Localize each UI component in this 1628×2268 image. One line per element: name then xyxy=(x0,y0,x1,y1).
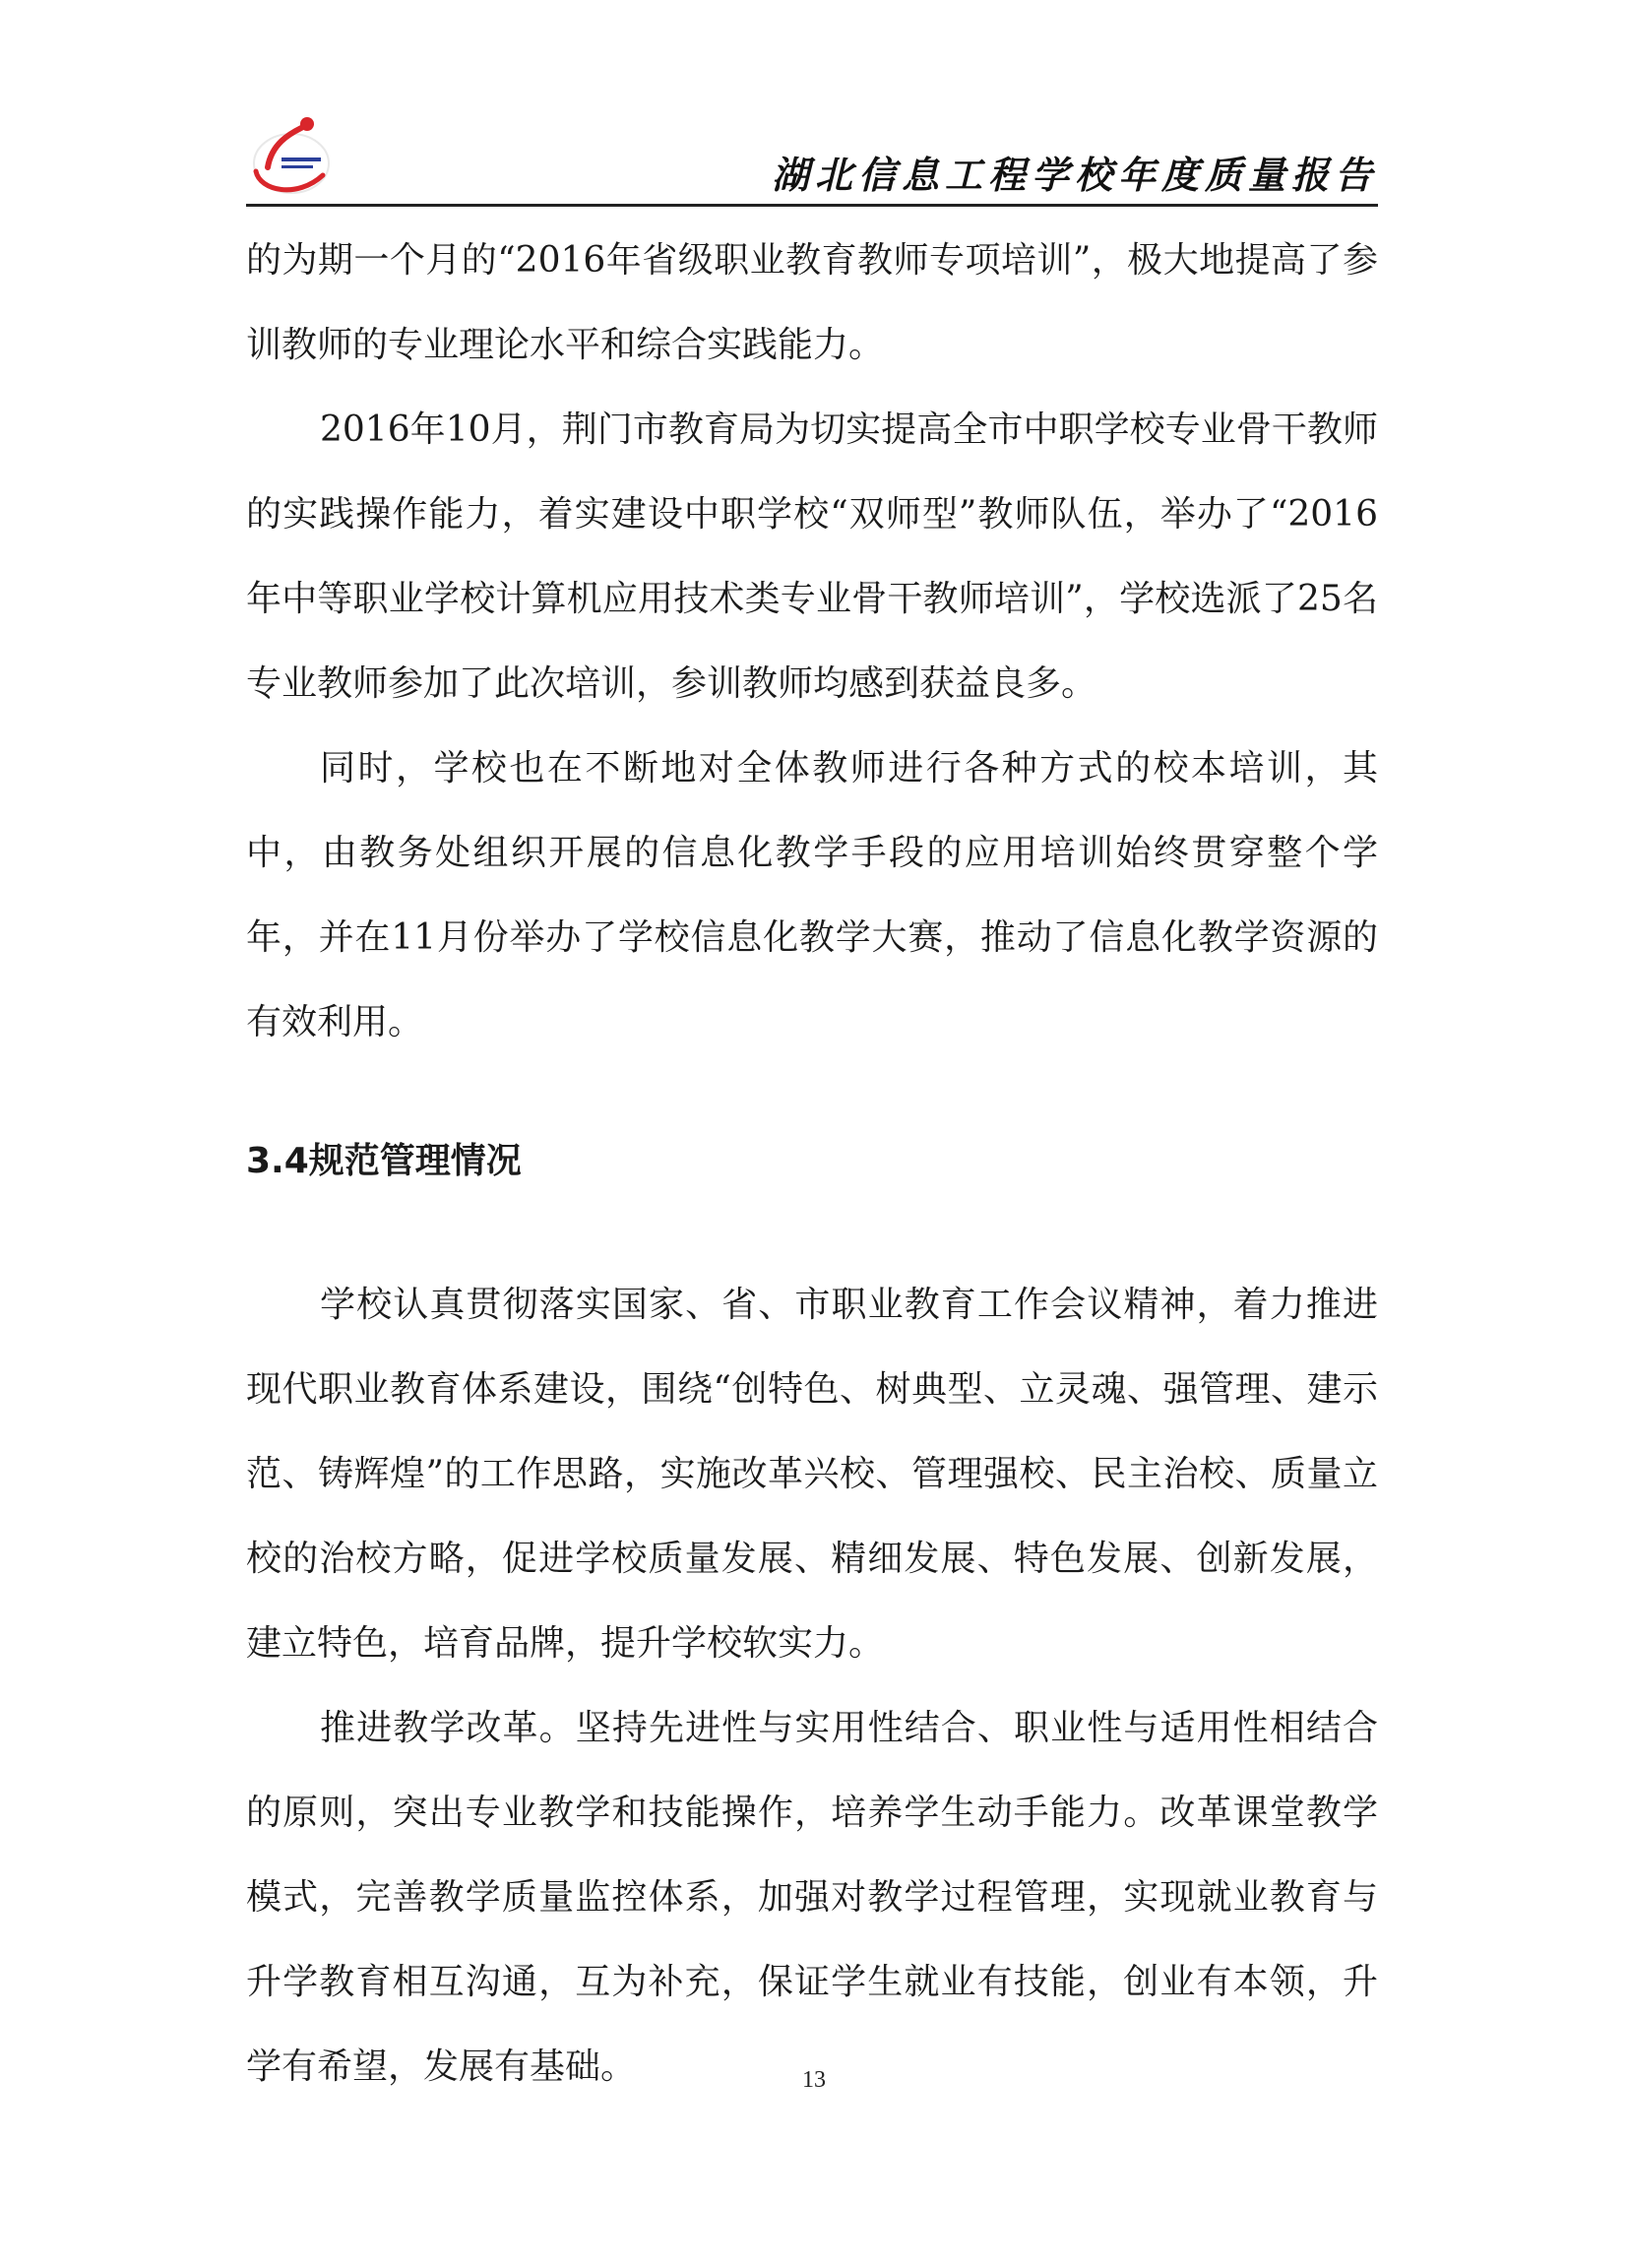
paragraph-school-training: 同时，学校也在不断地对全体教师进行各种方式的校本培训，其中，由教务处组织开展的信息化教学手段的应用培训始终贯穿整个学年，并在11月份举办了学校信息化教学大赛，推动了信息化教学资源的有效利用。 xyxy=(246,748,1378,1042)
section-heading-management: 3.4规范管理情况 xyxy=(246,1141,522,1181)
page-body xyxy=(246,219,1378,2110)
paragraph-jingmen-training: 2016年10月，荆门市教育局为切实提高全市中职学校专业骨干教师的实践操作能力，着实建设中职学校“双师型”教师队伍，举办了“2016年中等职业学校计算机应用技术类专业骨干教师培训”，学校选派了25名专业教师参加了此次培训，参训教师均感到获益良多。 xyxy=(246,410,1378,704)
paragraph-management-policy: 学校认真贯彻落实国家、省、市职业教育工作会议精神，着力推进现代职业教育体系建设，围绕“创特色、树典型、立灵魂、强管理、建示范、铸辉煌”的工作思路，实施改革兴校、管理强校、民主治校、质量立校的治校方略，促进学校质量发展、精细发展、特色发展、创新发展，建立特色，培育品牌，提升学校软实力。 xyxy=(246,1285,1378,1664)
header-divider xyxy=(246,204,1378,207)
report-header-title: 湖北信息工程学校年度质量报告 xyxy=(771,154,1378,197)
paragraph-teaching-reform: 推进教学改革。坚持先进性与实用性结合、职业性与适用性相结合的原则，突出专业教学和技能操作，培养学生动手能力。改革课堂教学模式，完善教学质量监控体系，加强对教学过程管理，实现就业教育与升学教育相互沟通，互为补充，保证学生就业有技能，创业有本领，升学有希望，发展有基础。 xyxy=(246,1708,1378,2087)
paragraph-training-continued: 的为期一个月的“2016年省级职业教育教师专项培训”，极大地提高了参训教师的专业理论水平和综合实践能力。 xyxy=(246,240,1378,365)
page-number: 13 xyxy=(802,2067,826,2093)
page-header xyxy=(246,110,1378,209)
school-logo-icon xyxy=(246,110,337,201)
